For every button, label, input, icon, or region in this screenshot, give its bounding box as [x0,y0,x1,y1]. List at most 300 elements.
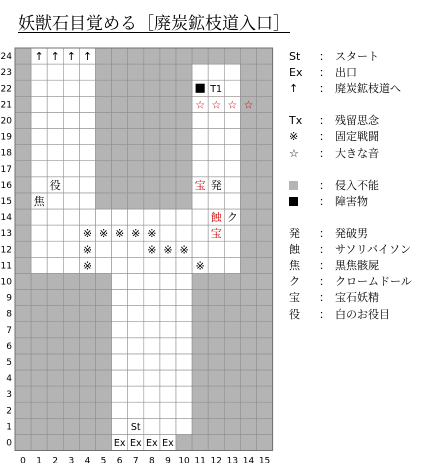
blocked-cell [257,434,273,450]
floor-cell [176,418,192,434]
blocked-cell [257,80,273,96]
blocked-cell [47,273,63,289]
blocked-cell [192,48,208,64]
floor-cell [79,209,95,225]
map-title: 妖獣石目覚める［廃炭鉱枝道入口］ [18,14,290,34]
floor-cell [176,354,192,370]
floor-cell [192,193,208,209]
floor-cell [160,257,176,273]
blocked-cell [160,177,176,193]
map-marker: ☆ [227,98,238,112]
blocked-cell [192,402,208,418]
blocked-cell [112,129,128,145]
blocked-cell [257,354,273,370]
blocked-cell [96,402,112,418]
floor-cell [208,145,224,161]
floor-cell [208,112,224,128]
column-label: 3 [68,456,75,463]
floor-cell [63,257,79,273]
blocked-cell [192,306,208,322]
legend-symbol: ☆ [289,146,299,160]
blocked-cell [15,322,31,338]
row-label: 20 [0,116,12,127]
blocked-cell [96,418,112,434]
floor-cell [224,64,240,80]
blocked-cell [240,241,256,257]
floor-cell [112,290,128,306]
floor-cell [144,322,160,338]
floor-cell [112,322,128,338]
floor-cell [224,225,240,241]
map-marker: ク [226,211,238,225]
blocked-cell [240,434,256,450]
blocked-cell [63,370,79,386]
blocked-cell [112,177,128,193]
legend-symbol: 蝕 [289,243,300,257]
blocked-cell [96,80,112,96]
floor-cell [31,225,47,241]
blocked-cell [160,193,176,209]
floor-cell [224,80,240,96]
blocked-cell [160,64,176,80]
blocked-cell [160,80,176,96]
legend-colon: ： [319,275,330,289]
blocked-cell [31,322,47,338]
legend-symbol: Tx [289,114,303,128]
legend-text: 廃炭鉱枝道へ [335,82,401,96]
floor-cell [176,257,192,273]
blocked-cell [128,64,144,80]
blocked-cell [96,177,112,193]
blocked-cell [15,145,31,161]
blocked-cell [208,273,224,289]
blocked-cell [208,322,224,338]
blocked-cell [224,418,240,434]
floor-cell [144,338,160,354]
legend-symbol: 役 [289,307,300,321]
floor-cell [192,225,208,241]
legend-text: 宝石妖精 [335,291,379,305]
blocked-cell [240,177,256,193]
floor-cell [192,64,208,80]
blocked-cell [15,64,31,80]
blocked-cell [176,80,192,96]
column-label: 4 [84,456,91,463]
floor-cell [160,418,176,434]
row-label: 23 [0,68,12,79]
blocked-cell [96,161,112,177]
blocked-cell [15,129,31,145]
legend-colon: ： [319,114,330,128]
blocked-cell [79,418,95,434]
blocked-cell [112,193,128,209]
blocked-cell [257,112,273,128]
row-label: 1 [6,422,12,433]
floor-cell [112,257,128,273]
blocked-cell [240,145,256,161]
legend-symbol: 宝 [289,291,300,305]
floor-cell [160,338,176,354]
floor-cell [192,209,208,225]
floor-cell [112,354,128,370]
row-label: 24 [0,52,12,63]
blocked-cell [192,434,208,450]
floor-cell [31,64,47,80]
blocked-cell [240,64,256,80]
blocked-cell [128,80,144,96]
floor-cell [208,64,224,80]
row-label: 3 [6,390,12,401]
floor-cell [160,402,176,418]
blocked-cell [257,129,273,145]
blocked-cell [257,290,273,306]
row-label: 2 [6,406,12,417]
row-label: 22 [0,84,12,95]
floor-cell [144,209,160,225]
legend-colon: ： [319,146,330,160]
blocked-cell [257,402,273,418]
floor-cell [144,273,160,289]
blocked-cell [176,145,192,161]
legend-text: 侵入不能 [335,178,379,192]
legend-row [289,129,429,145]
floor-cell [144,354,160,370]
blocked-cell [47,434,63,450]
floor-cell [160,370,176,386]
blocked-cell [79,434,95,450]
blocked-cell [224,354,240,370]
blocked-cell [240,112,256,128]
map-marker: ↑ [66,50,76,64]
legend-symbol [289,194,319,210]
legend-colon: ： [319,243,330,257]
blocked-cell [63,354,79,370]
blocked-cell [47,306,63,322]
blocked-cell [47,354,63,370]
blocked-cell [31,386,47,402]
blocked-cell [63,306,79,322]
legend-colon: ： [319,194,330,208]
row-label: 21 [0,100,12,111]
blocked-cell [257,418,273,434]
floor-cell [128,386,144,402]
blocked-cell [240,193,256,209]
blocked-cell [208,434,224,450]
floor-cell [208,257,224,273]
legend-symbol: ク [289,275,300,289]
blocked-cell [240,306,256,322]
floor-cell [160,209,176,225]
floor-cell [47,64,63,80]
floor-cell [144,370,160,386]
blocked-cell [96,193,112,209]
blocked-cell [257,161,273,177]
floor-cell [224,161,240,177]
blocked-cell [79,402,95,418]
blocked-cell [128,161,144,177]
blocked-cell [208,354,224,370]
row-label: 17 [0,164,12,175]
column-label: 8 [148,456,155,463]
blocked-cell [15,354,31,370]
floor-cell [224,112,240,128]
obstacle-swatch-icon [289,197,298,206]
blocked-cell [79,273,95,289]
blocked-cell [63,402,79,418]
blocked-cell [176,193,192,209]
row-label: 12 [0,245,12,256]
floor-cell [63,64,79,80]
blocked-cell [31,354,47,370]
blocked-cell [224,386,240,402]
blocked-cell [224,434,240,450]
blocked-cell [240,80,256,96]
blocked-cell [176,434,192,450]
blocked-cell [257,306,273,322]
obstacle-marker [196,84,205,93]
floor-cell [96,209,112,225]
legend-symbol: 焦 [289,259,300,273]
floor-cell [176,386,192,402]
floor-cell [176,209,192,225]
blocked-cell [144,80,160,96]
blocked-cell [176,96,192,112]
column-label: 1 [36,456,43,463]
floor-cell [31,209,47,225]
floor-cell [128,290,144,306]
blocked-cell [63,418,79,434]
blocked-cell [160,145,176,161]
blocked-cell [15,418,31,434]
map-marker: ↑ [82,50,93,64]
blocked-cell [47,418,63,434]
blocked-cell [240,386,256,402]
row-label: 0 [6,438,12,449]
blocked-cell [144,112,160,128]
blocked-cell [257,257,273,273]
blocked-cell [15,290,31,306]
floor-cell [224,129,240,145]
legend-colon: ： [319,178,330,192]
blocked-cell [192,418,208,434]
legend-colon: ： [319,307,330,321]
legend-symbol: Ex [289,66,303,80]
blocked-cell [224,290,240,306]
floor-cell [47,161,63,177]
map-marker: ☆ [195,98,206,112]
floor-cell [63,177,79,193]
floor-cell [128,241,144,257]
floor-cell [208,129,224,145]
blocked-cell [15,370,31,386]
legend-row [289,194,429,210]
blocked-cell [79,370,95,386]
legend-symbol: 発 [289,227,300,241]
blocked-cell [208,418,224,434]
column-label: 5 [100,456,107,463]
floor-cell [79,112,95,128]
legend-row [289,226,429,242]
blocked-cell [240,161,256,177]
blocked-cell [192,273,208,289]
blocked-cell [160,112,176,128]
blocked-cell [112,96,128,112]
blocked-cell [96,386,112,402]
blocked-cell [144,193,160,209]
blocked-cell [176,177,192,193]
legend-row [289,290,429,306]
floor-cell [176,273,192,289]
blocked-cell [192,354,208,370]
blocked-cell [15,402,31,418]
blocked-cell [47,290,63,306]
legend-row [289,210,429,226]
blocked-cell [240,209,256,225]
floor-cell [79,193,95,209]
blocked-cell [224,338,240,354]
blocked-cell [96,434,112,450]
blocked-cell [112,161,128,177]
floor-cell [63,145,79,161]
blocked-cell [240,273,256,289]
blocked-cell [192,338,208,354]
floor-cell [31,257,47,273]
floor-cell [160,306,176,322]
blocked-cell [240,48,256,64]
legend-symbol [289,178,319,194]
blocked-cell [63,338,79,354]
blocked-cell [63,434,79,450]
blocked-cell [128,48,144,64]
floor-cell [112,241,128,257]
column-label: 13 [226,456,239,463]
map-marker: 宝 [194,178,206,192]
blocked-cell [63,273,79,289]
map-marker: ※ [147,243,157,257]
blocked-cell [112,145,128,161]
blocked-cell [192,290,208,306]
map-marker: ※ [82,259,93,273]
floor-cell [47,80,63,96]
legend-colon: ： [319,259,330,273]
floor-cell [63,241,79,257]
blocked-cell [240,338,256,354]
floor-cell [128,354,144,370]
floor-cell [31,241,47,257]
blocked-cell [144,177,160,193]
map-marker: Ex [129,437,142,449]
floor-cell [128,209,144,225]
blocked-cell [176,48,192,64]
legend-row [289,49,429,65]
map-marker: ↑ [34,50,44,64]
floor-cell [208,161,224,177]
column-label: 2 [52,456,59,463]
blocked-cell [192,386,208,402]
blocked-cell [15,241,31,257]
floor-cell [47,193,63,209]
floor-cell [128,306,144,322]
blocked-swatch-icon [289,181,298,190]
floor-cell [47,241,63,257]
legend-row [289,65,429,81]
floor-cell [160,386,176,402]
blocked-cell [176,112,192,128]
blocked-cell [257,338,273,354]
legend-row [289,113,429,129]
legend-row [289,274,429,290]
floor-cell [192,129,208,145]
blocked-cell [208,290,224,306]
floor-cell [144,386,160,402]
floor-cell [224,257,240,273]
blocked-cell [15,161,31,177]
floor-cell [112,273,128,289]
blocked-cell [224,370,240,386]
legend-colon: ： [319,82,330,96]
blocked-cell [240,225,256,241]
floor-cell [192,241,208,257]
blocked-cell [47,402,63,418]
floor-cell [112,386,128,402]
floor-cell [112,209,128,225]
blocked-cell [128,129,144,145]
map-marker: ※ [131,227,141,241]
floor-cell [128,322,144,338]
floor-cell [79,129,95,145]
map-marker: 役 [49,178,61,192]
blocked-cell [192,370,208,386]
blocked-cell [63,386,79,402]
blocked-cell [15,177,31,193]
floor-cell [63,80,79,96]
floor-cell [47,209,63,225]
blocked-cell [144,64,160,80]
row-label: 10 [0,277,12,288]
map-marker: ※ [195,259,205,273]
map-legend [289,49,429,323]
blocked-cell [15,386,31,402]
map-marker: 蝕 [210,211,222,225]
row-label: 16 [0,180,12,191]
blocked-cell [160,96,176,112]
blocked-cell [31,402,47,418]
row-label: 4 [6,374,12,385]
blocked-cell [96,64,112,80]
map-marker: ☆ [243,98,254,112]
floor-cell [208,193,224,209]
blocked-cell [63,290,79,306]
floor-cell [160,322,176,338]
floor-cell [79,177,95,193]
legend-text: 黒焦骸屍 [335,259,379,273]
map-marker: St [130,421,141,433]
row-label: 18 [0,148,12,159]
legend-row [289,146,429,162]
floor-cell [63,193,79,209]
blocked-cell [257,193,273,209]
blocked-cell [257,241,273,257]
blocked-cell [63,322,79,338]
floor-cell [176,370,192,386]
blocked-cell [15,338,31,354]
row-label: 7 [6,325,12,336]
blocked-cell [257,96,273,112]
blocked-cell [47,322,63,338]
floor-cell [96,241,112,257]
floor-cell [144,290,160,306]
legend-colon: ： [319,66,330,80]
